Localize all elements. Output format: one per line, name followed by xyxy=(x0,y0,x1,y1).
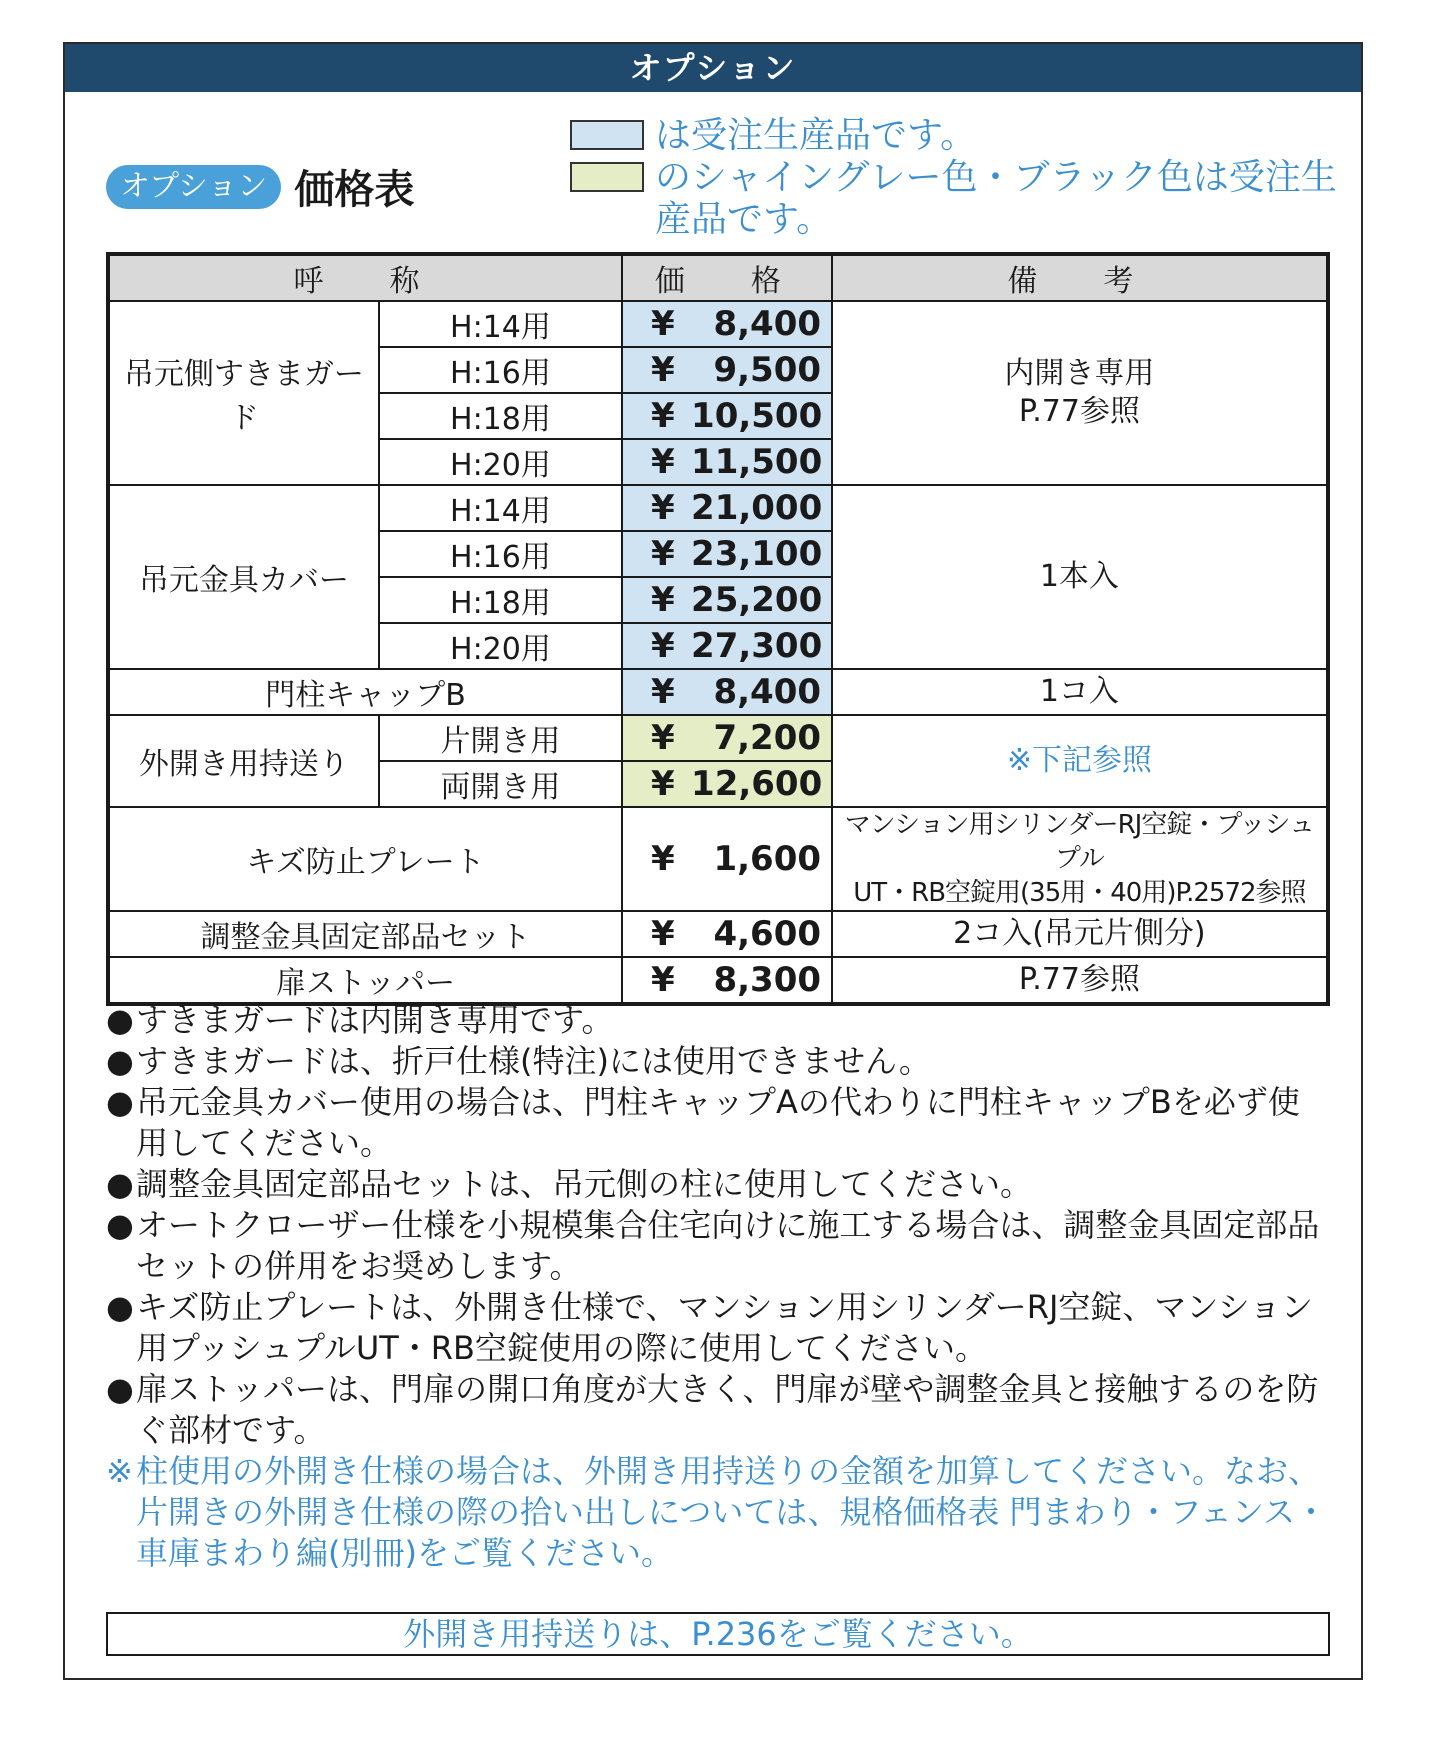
page-title: 価格表 xyxy=(294,167,415,213)
column-header-price: 価 格 xyxy=(622,254,832,301)
remark-item xyxy=(106,1451,1330,1574)
item-size: H:14用 xyxy=(379,301,622,347)
item-name: 吊元金具カバー xyxy=(108,485,379,669)
item-price xyxy=(622,623,832,669)
item-remark xyxy=(832,807,1328,911)
item-price xyxy=(622,531,832,577)
bullet-mark: ● xyxy=(106,1042,134,1080)
item-price xyxy=(622,393,832,439)
item-size: H:16用 xyxy=(379,531,622,577)
yen-sign: ¥ xyxy=(651,764,675,804)
price-value: 10,500 xyxy=(691,396,823,436)
item-price xyxy=(622,485,832,531)
note-item xyxy=(106,1082,1330,1164)
price-value: 12,600 xyxy=(691,764,823,804)
price-value: 23,100 xyxy=(691,534,823,574)
legend-text: のシャイングレー色・ブラック色は受注生産品です。 xyxy=(655,157,1337,240)
item-size: H:16用 xyxy=(379,347,622,393)
yen-sign: ¥ xyxy=(651,442,675,482)
item-name: キズ防止プレート xyxy=(108,807,622,911)
bullet-mark: ● xyxy=(106,1206,134,1244)
price-table xyxy=(106,252,1330,1006)
price-value: 1,600 xyxy=(713,839,822,879)
note-text: 吊元金具カバー使用の場合は、門柱キャップAの代わりに門柱キャップBを必ず使用してください。 xyxy=(136,1083,1300,1162)
price-value: 21,000 xyxy=(691,488,823,528)
table-row xyxy=(108,485,1328,531)
yen-sign: ¥ xyxy=(651,672,675,712)
note-item xyxy=(106,1287,1330,1369)
column-header-name: 呼 称 xyxy=(108,254,622,301)
item-remark: ※下記参照 xyxy=(832,715,1328,807)
item-size: H:18用 xyxy=(379,577,622,623)
item-price xyxy=(622,761,832,807)
bullet-mark: ● xyxy=(106,1370,134,1408)
note-text: オートクローザー仕様を小規模集合住宅向けに施工する場合は、調整金具固定部品セットの併用をお奨めします。 xyxy=(136,1206,1320,1285)
item-size: H:14用 xyxy=(379,485,622,531)
yen-sign: ¥ xyxy=(651,960,675,1000)
table-row xyxy=(108,807,1328,911)
item-price xyxy=(622,577,832,623)
item-name: 扉ストッパー xyxy=(108,957,622,1004)
item-type: 両開き用 xyxy=(379,761,622,807)
item-name: 門柱キャップB xyxy=(108,669,622,715)
item-size: H:20用 xyxy=(379,623,622,669)
table-row xyxy=(108,957,1328,1004)
panel-header: オプション xyxy=(65,44,1361,92)
note-text: すきまガードは、折戸仕様(特注)には使用できません。 xyxy=(136,1042,931,1080)
yen-sign: ¥ xyxy=(651,488,675,528)
footer-reference: 外開き用持送りは、P.236をご覧ください。 xyxy=(106,1612,1330,1656)
legend-item-color-order xyxy=(570,157,1350,241)
yen-sign: ¥ xyxy=(651,914,675,954)
price-value: 9,500 xyxy=(713,350,822,390)
item-remark: 2コ入(吊元片側分) xyxy=(832,911,1328,957)
item-price xyxy=(622,347,832,393)
price-value: 25,200 xyxy=(691,580,823,620)
notes-list xyxy=(106,1000,1330,1574)
legend-item-made-to-order xyxy=(570,115,1350,157)
item-size: H:20用 xyxy=(379,439,622,485)
column-header-remarks: 備 考 xyxy=(832,254,1328,301)
item-remark: P.77参照 xyxy=(832,957,1328,1004)
price-value: 4,600 xyxy=(713,914,822,954)
item-price xyxy=(622,957,832,1004)
legend-text: は受注生産品です。 xyxy=(655,115,977,156)
option-badge: オプション xyxy=(106,165,281,209)
item-price xyxy=(622,301,832,347)
note-item xyxy=(106,1205,1330,1287)
bullet-mark: ● xyxy=(106,1001,134,1039)
item-price xyxy=(622,669,832,715)
legend-swatch-green xyxy=(570,162,644,192)
note-text: 調整金具固定部品セットは、吊元側の柱に使用してください。 xyxy=(136,1165,1033,1203)
bullet-mark: ● xyxy=(106,1288,134,1326)
note-item xyxy=(106,1041,1330,1082)
price-table-title xyxy=(106,158,414,218)
note-item xyxy=(106,1000,1330,1041)
yen-sign: ¥ xyxy=(651,626,675,666)
table-row xyxy=(108,715,1328,761)
price-value: 8,400 xyxy=(713,304,822,344)
item-remark: 内開き専用 P.77参照 xyxy=(832,301,1328,485)
item-name: 調整金具固定部品セット xyxy=(108,911,622,957)
yen-sign: ¥ xyxy=(651,839,675,879)
item-size: H:18用 xyxy=(379,393,622,439)
yen-sign: ¥ xyxy=(651,350,675,390)
remark-line: マンション用シリンダーRJ空錠・プッシュプル xyxy=(844,810,1314,874)
reference-mark: ※ xyxy=(106,1452,133,1490)
table-row xyxy=(108,669,1328,715)
item-price xyxy=(622,715,832,761)
remark-text: 柱使用の外開き仕様の場合は、外開き用持送りの金額を加算してください。なお、片開きの外開き仕様の際の拾い出しについては、規格価格表 門まわり・フェンス・車庫まわり編(別冊)をご覧ください。 xyxy=(136,1452,1327,1572)
price-value: 8,300 xyxy=(713,960,822,1000)
note-item xyxy=(106,1164,1330,1205)
item-price xyxy=(622,807,832,911)
legend-swatch-blue xyxy=(570,120,644,150)
note-item xyxy=(106,1369,1330,1451)
price-value: 8,400 xyxy=(713,672,822,712)
bullet-mark: ● xyxy=(106,1165,134,1203)
item-remark: 1本入 xyxy=(832,485,1328,669)
bullet-mark: ● xyxy=(106,1083,134,1121)
table-row xyxy=(108,301,1328,347)
legend xyxy=(570,115,1350,241)
item-remark: 1コ入 xyxy=(832,669,1328,715)
note-text: すきまガードは内開き専用です。 xyxy=(136,1001,614,1039)
yen-sign: ¥ xyxy=(651,396,675,436)
price-value: 7,200 xyxy=(713,718,822,758)
item-price xyxy=(622,439,832,485)
yen-sign: ¥ xyxy=(651,304,675,344)
item-name: 吊元側すきまガード xyxy=(108,301,379,485)
table-row xyxy=(108,911,1328,957)
remark-line: UT・RB空錠用(35用・40用)P.2572参照 xyxy=(853,878,1306,908)
item-type: 片開き用 xyxy=(379,715,622,761)
price-value: 27,300 xyxy=(691,626,823,666)
yen-sign: ¥ xyxy=(651,580,675,620)
yen-sign: ¥ xyxy=(651,718,675,758)
item-price xyxy=(622,911,832,957)
price-value: 11,500 xyxy=(691,442,823,482)
note-text: 扉ストッパーは、門扉の開口角度が大きく、門扉が壁や調整金具と接触するのを防ぐ部材です。 xyxy=(136,1370,1319,1449)
yen-sign: ¥ xyxy=(651,534,675,574)
item-name: 外開き用持送り xyxy=(108,715,379,807)
note-text: キズ防止プレートは、外開き仕様で、マンション用シリンダーRJ空錠、マンション用プッシュプルUT・RB空錠使用の際に使用してください。 xyxy=(136,1288,1313,1367)
